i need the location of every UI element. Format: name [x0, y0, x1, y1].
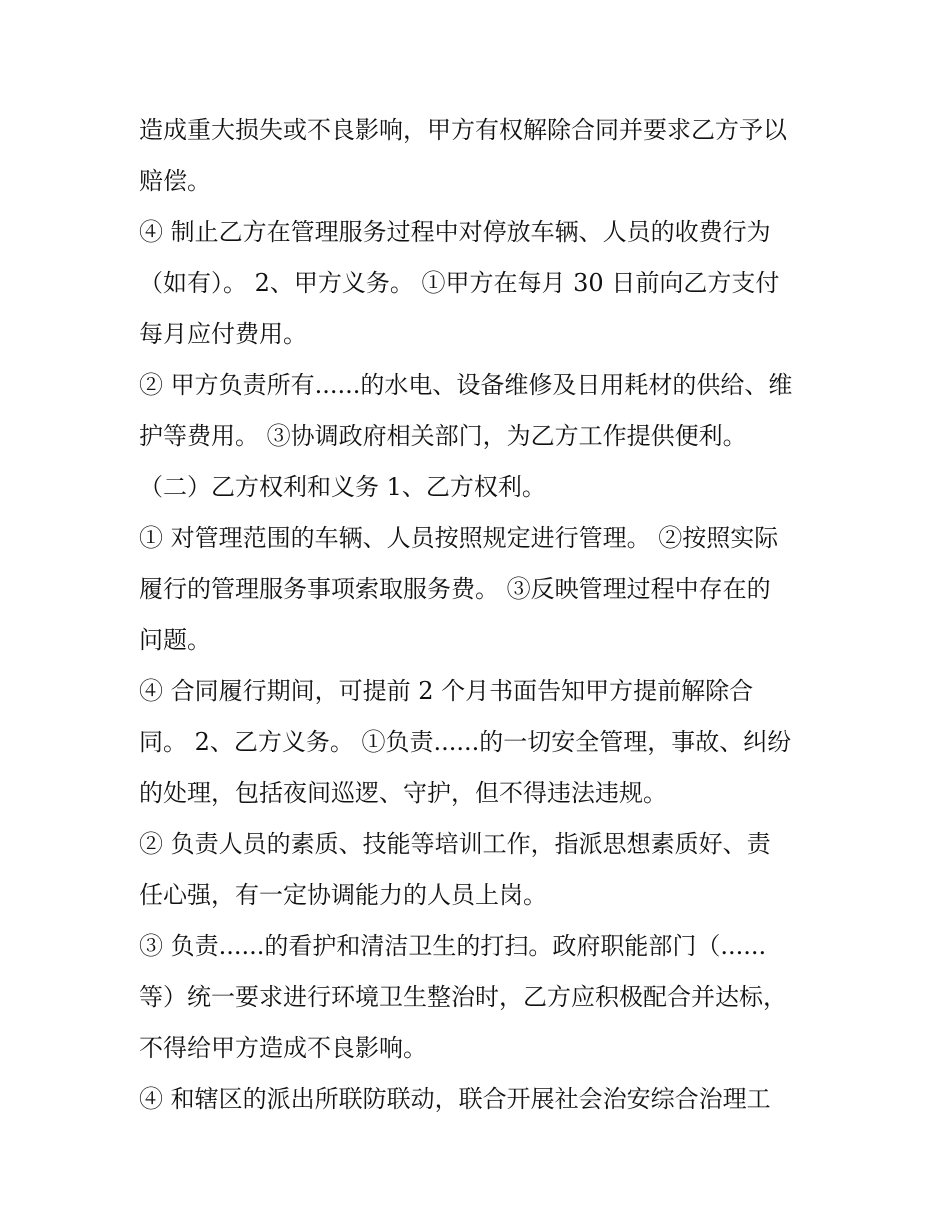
text-line: ③ 负责......的看护和清洁卫生的打扫。政府职能部门（...... — [139, 932, 767, 960]
text-line: 等）统一要求进行环境卫生整治时，乙方应积极配合并达标， — [139, 983, 787, 1011]
text-line: 的处理，包括夜间巡逻、守护，但不得违法违规。 — [139, 779, 667, 807]
text-line: 履行的管理服务事项索取服务费。 ③反映管理过程中存在的 — [139, 575, 771, 603]
contract-text-body — [139, 105, 819, 1125]
text-line: ① 对管理范围的车辆、人员按照规定进行管理。 ②按照实际 — [139, 524, 779, 552]
text-line: 每月应付费用。 — [139, 320, 307, 348]
text-line: ④ 合同履行期间，可提前 2 个月书面告知甲方提前解除合 — [139, 677, 754, 705]
text-line: 任心强，有一定协调能力的人员上岗。 — [139, 881, 547, 909]
text-line: 护等费用。 ③协调政府相关部门，为乙方工作提供便利。 — [139, 422, 747, 450]
text-line: 造成重大损失或不良影响，甲方有权解除合同并要求乙方予以 — [139, 116, 787, 144]
text-line: 不得给甲方造成不良影响。 — [139, 1034, 427, 1062]
text-line: ④ 制止乙方在管理服务过程中对停放车辆、人员的收费行为 — [139, 218, 771, 246]
text-line: （如有）。 2、甲方义务。 ①甲方在每月 30 日前向乙方支付 — [139, 269, 780, 297]
text-line: 赔偿。 — [139, 167, 211, 195]
text-line: 同。 2、乙方义务。 ①负责......的一切安全管理，事故、纠纷 — [139, 728, 792, 756]
section-heading: （二）乙方权利和义务 1、乙方权利。 — [139, 473, 546, 501]
text-line: ② 负责人员的素质、技能等培训工作，指派思想素质好、责 — [139, 830, 771, 858]
text-line: 问题。 — [139, 626, 211, 654]
text-line: ④ 和辖区的派出所联防联动，联合开展社会治安综合治理工 — [139, 1085, 771, 1113]
text-line: ② 甲方负责所有......的水电、设备维修及日用耗材的供给、维 — [139, 371, 793, 399]
